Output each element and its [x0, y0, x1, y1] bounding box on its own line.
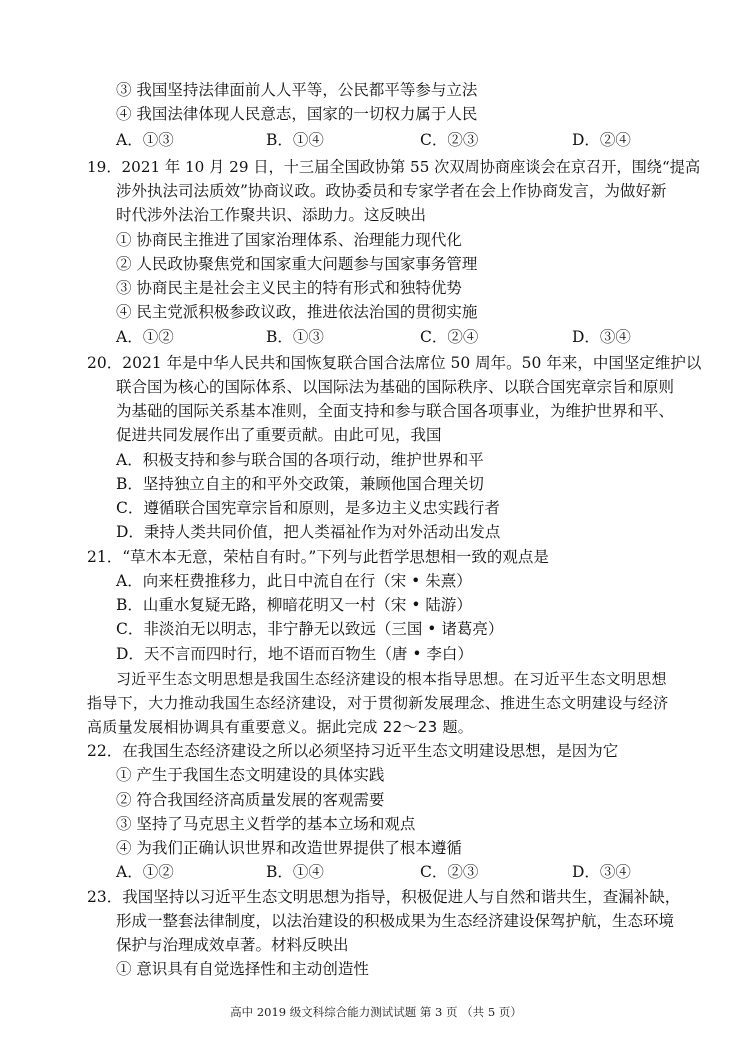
q19-option-a: A．①②	[116, 328, 174, 346]
q19-statement-1: ① 协商民主推进了国家治理体系、治理能力现代化	[116, 231, 462, 249]
q22-stem: 22．在我国生态经济建设之所以必须坚持习近平生态文明建设思想，是因为它	[87, 742, 619, 760]
q20-stem-line-4: 促进共同发展作出了重要贡献。由此可见，我国	[116, 426, 442, 444]
q19-stem-line-2: 涉外执法司法质效”协商议政。政协委员和专家学者在会上作协商发言，为做好新	[116, 182, 667, 200]
q21-option-b: B．山重水复疑无路，柳暗花明又一村（宋 • 陆游）	[116, 596, 472, 614]
q22-option-a: A．①②	[116, 863, 174, 881]
q22-statement-2: ② 符合我国经济高质量发展的客观需要	[116, 791, 385, 809]
q20-option-d: D．秉持人类共同价值，把人类福祉作为对外活动出发点	[116, 523, 501, 541]
q20-option-a: A．积极支持和参与联合国的各项行动，维护世界和平	[116, 451, 484, 469]
q22-statement-3: ③ 坚持了马克思主义哲学的基本立场和观点	[116, 815, 416, 833]
q19-statement-2: ② 人民政协聚焦党和国家重大问题参与国家事务管理	[116, 255, 478, 273]
q18-option-b: B．①④	[266, 131, 324, 149]
material-line-3: 高质量发展相协调具有重要意义。据此完成 22～23 题。	[87, 718, 474, 736]
q23-stem-line-3: 保护与治理成效卓著。材料反映出	[116, 936, 349, 954]
q18-option-c: C．②③	[420, 131, 479, 149]
material-line-2: 指导下，大力推动我国生态经济建设，对于贯彻新发展理念、推进生态文明建设与经济	[87, 694, 669, 712]
q21-option-d: D．天不言而四时行，地不语而百物生（唐 • 李白）	[116, 645, 473, 663]
q21-stem: 21．“草木本无意，荣枯自有时。”下列与此哲学思想相一致的观点是	[87, 548, 549, 566]
q22-statement-4: ④ 为我们正确认识世界和改造世界提供了根本遵循	[116, 839, 462, 857]
q22-option-b: B．①④	[266, 863, 324, 881]
q18-option-d: D．②④	[572, 131, 631, 149]
q20-stem-line-2: 联合国为核心的国际体系、以国际法为基础的国际秩序、以联合国宪章宗旨和原则	[116, 378, 675, 396]
q19-stem-line-3: 时代涉外法治工作聚共识、添助力。这反映出	[116, 206, 427, 224]
q19-option-d: D．③④	[572, 328, 631, 346]
q19-option-b: B．①③	[266, 328, 324, 346]
q22-option-c: C．②③	[420, 863, 479, 881]
q18-statement-3: ③ 我国坚持法律面前人人平等，公民都平等参与立法	[116, 81, 478, 99]
q20-stem-line-3: 为基础的国际关系基本准则，全面支持和参与联合国各项事业，为维护世界和平、	[116, 402, 675, 420]
q18-option-a: A．①③	[116, 131, 174, 149]
q19-statement-4: ④ 民主党派积极参政议政，推进依法治国的贯彻实施	[116, 303, 478, 321]
q18-statement-4: ④ 我国法律体现人民意志，国家的一切权力属于人民	[116, 105, 478, 123]
material-line-1: 习近平生态文明思想是我国生态经济建设的根本指导思想。在习近平生态文明思想	[116, 670, 667, 688]
q22-statement-1: ① 产生于我国生态文明建设的具体实践	[116, 766, 385, 784]
q20-stem-line-1: 20．2021 年是中华人民共和国恢复联合国合法席位 50 周年。50 年来，中国坚定维护以	[87, 354, 702, 372]
q19-option-c: C．②④	[420, 328, 479, 346]
q19-statement-3: ③ 协商民主是社会主义民主的特有形式和独特优势	[116, 279, 462, 297]
q19-stem-line-1: 19．2021 年 10 月 29 日，十三届全国政协第 55 次双周协商座谈会在京召开，围绕“提高	[87, 158, 701, 176]
q23-stem-line-2: 形成一整套法律制度，以法治建设的积极成果为生态经济建设保驾护航，生态环境	[116, 912, 675, 930]
q20-option-b: B．坚持独立自主的和平外交政策，兼顾他国合理关切	[116, 475, 484, 493]
q23-stem-line-1: 23．我国坚持以习近平生态文明思想为指导，积极促进人与自然和谐共生，查漏补缺，	[87, 888, 681, 906]
q21-option-a: A．向来枉费推移力，此日中流自在行（宋 • 朱熹）	[116, 572, 472, 590]
q20-option-c: C．遵循联合国宪章宗旨和原则，是多边主义忠实践行者	[116, 499, 500, 517]
page-footer: 高中 2019 级文科综合能力测试试题 第 3 页 （共 5 页）	[230, 1005, 522, 1019]
q21-option-c: C．非淡泊无以明志，非宁静无以致远（三国 • 诸葛亮）	[116, 620, 504, 638]
q23-statement-1: ① 意识具有自觉选择性和主动创造性	[116, 960, 369, 978]
q22-option-d: D．③④	[572, 863, 631, 881]
